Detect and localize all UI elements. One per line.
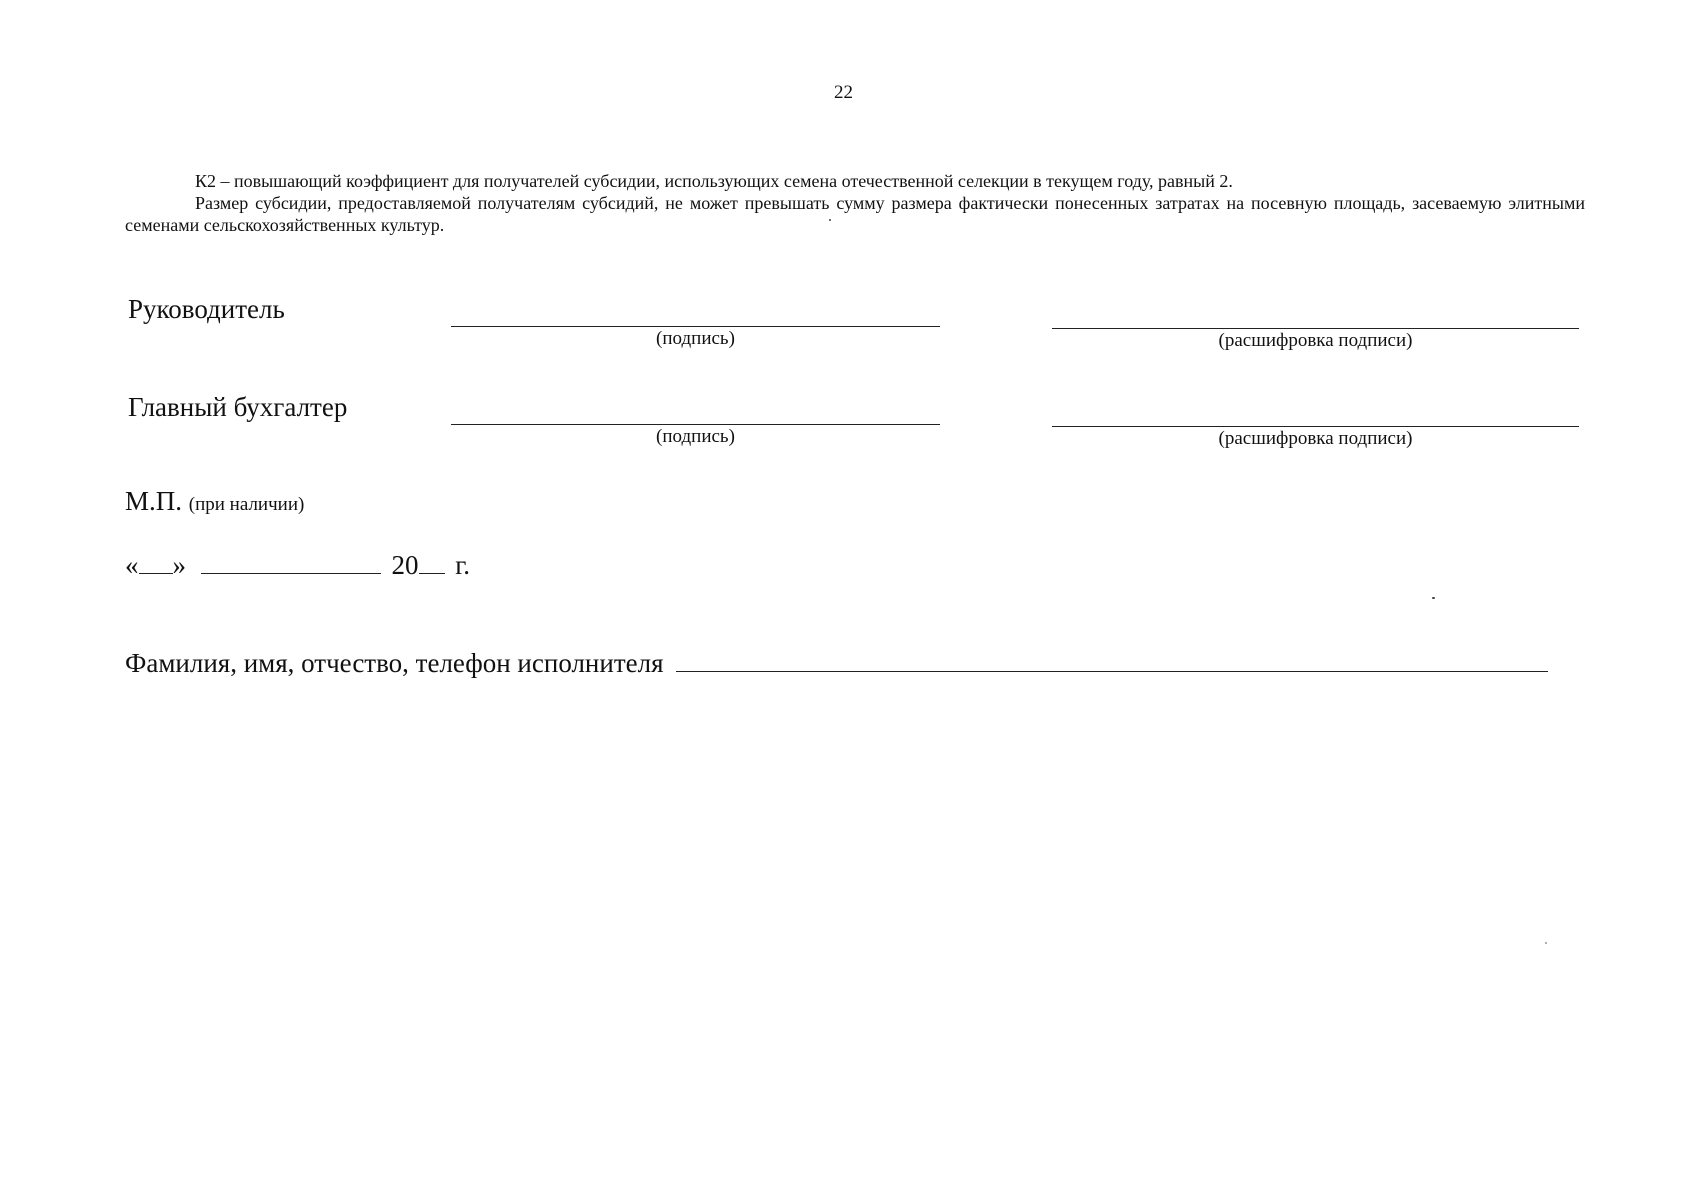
date-year-blank[interactable] [419,551,445,574]
date-month-blank[interactable] [201,551,381,574]
paragraph-k2: К2 – повышающий коэффициент для получателей субсидии, использующих семена отечественной селекции в текущем году, равный 2. [195,171,1233,191]
executor-row [125,648,1548,679]
signature-decoding-caption-director: (расшифровка подписи) [1218,330,1413,351]
date-row [125,550,470,581]
executor-blank[interactable] [676,649,1548,672]
scan-speck [829,219,831,221]
signature-role-director: Руководитель [128,294,285,324]
signature-line-chief-accountant[interactable] [451,424,940,425]
signature-role-chief-accountant: Главный бухгалтер [128,392,348,422]
stamp-note: (при наличии) [188,494,305,515]
page-number: 22 [834,82,853,103]
date-close-quote: » [172,550,186,580]
signature-caption-chief-accountant: (подпись) [656,426,735,447]
stamp-place [125,486,304,517]
date-open-quote: « [125,550,139,580]
stamp-label: М.П. [125,486,183,516]
signature-decoding-line-chief-accountant[interactable] [1052,426,1579,427]
signature-caption-director: (подпись) [656,328,735,349]
signature-decoding-caption-chief-accountant: (расшифровка подписи) [1218,428,1413,449]
signature-decoding-line-director[interactable] [1052,328,1579,329]
signature-line-director[interactable] [451,326,940,327]
date-year-suffix: г. [455,550,471,580]
date-year-prefix: 20 [391,550,419,580]
date-day-blank[interactable] [139,551,173,574]
paragraph-subsidy-limit: Размер субсидии, предоставляемой получателям субсидий, не может превышать сумму размера фактически понесенных затратах на посевную площадь, засеваемую элитными семенами сельскохозяйственных культур. [125,193,1585,235]
executor-label: Фамилия, имя, отчество, телефон исполнителя [125,648,664,678]
scan-speck [1432,597,1435,599]
scan-speck [1545,942,1547,944]
